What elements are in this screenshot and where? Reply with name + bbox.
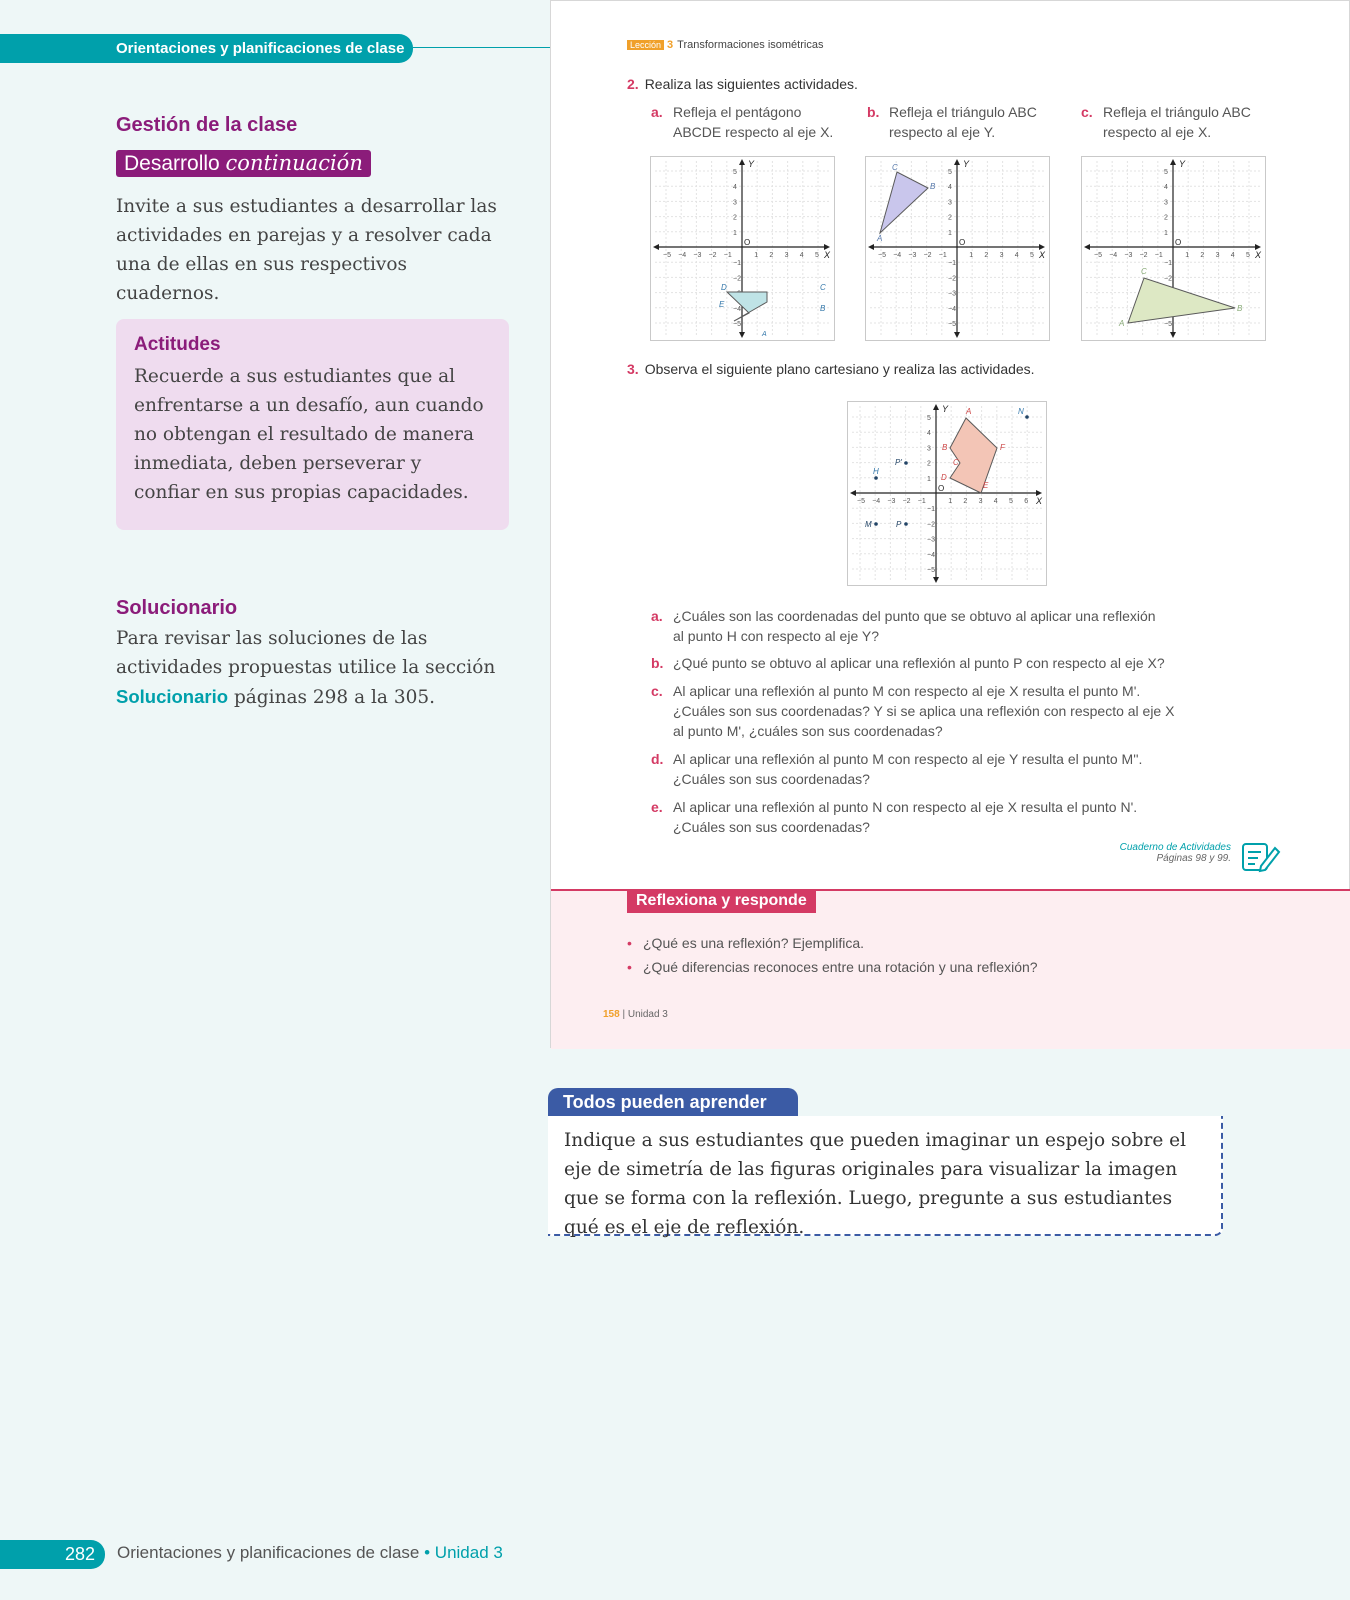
question-3a-letter: a. bbox=[651, 608, 663, 624]
reflexiona-item-1: • ¿Qué es una reflexión? Ejemplifica. bbox=[643, 935, 864, 951]
question-3b bbox=[651, 653, 1293, 673]
x-tick-label: −4 bbox=[872, 498, 881, 505]
hexagon-abcdef bbox=[950, 418, 997, 493]
point-label-d: D bbox=[721, 283, 727, 292]
solucionario-link[interactable]: Solucionario bbox=[116, 686, 229, 707]
x-tick-label: 1 bbox=[754, 252, 759, 259]
x-axis-label: X bbox=[1255, 250, 1262, 260]
x-tick-label: −2 bbox=[1139, 252, 1148, 259]
question-3-text: Observa el siguiente plano cartesiano y realiza las actividades. bbox=[644, 361, 1035, 377]
x-tick-label: 2 bbox=[769, 252, 774, 259]
graph-a-grid bbox=[653, 159, 831, 338]
point-label-p': P' bbox=[895, 458, 902, 467]
x-tick-label: 3 bbox=[1215, 252, 1220, 259]
question-2c-line1: Refleja el triángulo ABC bbox=[1103, 104, 1251, 120]
x-tick-label: −2 bbox=[708, 252, 717, 259]
point-label-b: B bbox=[930, 182, 936, 191]
actitudes-box bbox=[116, 319, 509, 530]
y-axis-arrow bbox=[954, 159, 960, 165]
y-tick-label: −1 bbox=[948, 260, 956, 268]
y-tick-label: −1 bbox=[1164, 260, 1172, 268]
x-tick-label: 6 bbox=[1024, 498, 1029, 505]
y-tick-label: 5 bbox=[927, 415, 931, 422]
triangle-abc-b bbox=[880, 172, 928, 233]
origin-label: O bbox=[959, 238, 966, 247]
x-tick-label: 4 bbox=[993, 498, 998, 505]
y-tick-label: 1 bbox=[948, 229, 952, 237]
y-tick-label: 3 bbox=[948, 199, 952, 207]
footer-text bbox=[117, 1543, 503, 1563]
actitudes-title: Actitudes bbox=[134, 334, 221, 355]
lesson-number: 3 bbox=[667, 39, 674, 51]
x-tick-label: −1 bbox=[938, 252, 947, 259]
x-tick-label: −1 bbox=[723, 252, 732, 259]
question-3a-line2: al punto H con respecto al eje Y? bbox=[673, 628, 879, 644]
x-tick-label: 1 bbox=[948, 498, 953, 505]
point-label-b: B bbox=[942, 443, 948, 452]
x-axis-arrow bbox=[653, 244, 659, 250]
point-pprime bbox=[904, 461, 908, 465]
y-tick-label: −2 bbox=[948, 275, 956, 283]
desarrollo-italic: continuación bbox=[225, 151, 363, 175]
graph-3-grid bbox=[850, 404, 1043, 583]
todos-text: Indique a sus estudiantes que pueden imaginar un espejo sobre el eje de simetría de las figuras originales para visualizar la imagen que se forma con la reflexión. Luego, pregunte a sus estudiantes qué es el eje de reflexión. bbox=[564, 1130, 1187, 1238]
todos-box bbox=[548, 1116, 1223, 1236]
x-axis-arrow bbox=[868, 244, 874, 250]
question-2b-line1: Refleja el triángulo ABC bbox=[889, 104, 1037, 120]
y-tick-label: −2 bbox=[927, 521, 935, 529]
y-tick-label: −4 bbox=[948, 305, 956, 313]
x-axis-label: X bbox=[824, 250, 831, 260]
x-tick-label: −5 bbox=[1094, 252, 1102, 259]
y-tick-label: −1 bbox=[733, 260, 741, 268]
y-tick-label: 4 bbox=[927, 430, 931, 438]
lesson-tag: Lección bbox=[627, 40, 664, 50]
question-2b bbox=[867, 102, 1079, 142]
question-3b-letter: b. bbox=[651, 655, 664, 671]
question-3b-line1: ¿Qué punto se obtuvo al aplicar una reflexión al punto P con respecto al eje X? bbox=[673, 655, 1165, 671]
header-title: Orientaciones y planificaciones de clase bbox=[116, 40, 405, 57]
question-2a bbox=[651, 102, 863, 142]
x-tick-label: −3 bbox=[1124, 252, 1133, 259]
y-tick-label: −5 bbox=[733, 321, 741, 328]
desarrollo-label: Desarrollo bbox=[124, 152, 220, 175]
point-p bbox=[904, 522, 908, 526]
footer-page-band bbox=[0, 1540, 105, 1569]
y-axis-label: Y bbox=[942, 404, 949, 414]
y-tick-label: −4 bbox=[733, 305, 741, 313]
x-axis-label: X bbox=[1036, 496, 1043, 506]
footer-separator: • bbox=[419, 1543, 435, 1562]
book-page-number: 158 bbox=[603, 1009, 620, 1020]
point-n bbox=[1025, 415, 1029, 419]
question-3c-line2: ¿Cuáles son sus coordenadas? Y si se aplica una reflexión con respecto al eje X bbox=[673, 703, 1175, 719]
y-tick-label: 5 bbox=[948, 169, 952, 176]
y-axis-label: Y bbox=[963, 159, 970, 169]
y-axis-arrow bbox=[739, 332, 745, 338]
x-tick-label: −1 bbox=[1154, 252, 1163, 259]
point-label-f: F bbox=[1000, 443, 1005, 452]
solucionario-title: Solucionario bbox=[116, 597, 238, 619]
question-3a-line1: ¿Cuáles son las coordenadas del punto que se obtuvo al aplicar una reflexión bbox=[673, 608, 1156, 624]
book-page-footer: 158 | Unidad 3 bbox=[603, 1009, 668, 1020]
y-tick-label: −3 bbox=[927, 536, 935, 544]
graph-b bbox=[865, 156, 1050, 341]
question-2c bbox=[1081, 102, 1293, 142]
book-page bbox=[550, 0, 1350, 1048]
x-tick-label: 3 bbox=[978, 498, 983, 505]
footer-title: Orientaciones y planificaciones de clase bbox=[117, 1543, 420, 1562]
point-label-a: A bbox=[966, 407, 972, 416]
actitudes-text: Recuerde a sus estudiantes que al enfrentarse a un desafío, aun cuando no obtengan el resultado de manera inmediata, deben perseverar y confiar en sus propias capacidades. bbox=[134, 366, 484, 503]
question-3d-letter: d. bbox=[651, 751, 664, 767]
question-3d-line1: Al aplicar una reflexión al punto M con respecto al eje Y resulta el punto M''. bbox=[673, 751, 1143, 767]
x-tick-label: 2 bbox=[1200, 252, 1205, 259]
footer-unit: Unidad 3 bbox=[434, 1543, 503, 1562]
question-3c bbox=[651, 681, 1293, 741]
cuaderno-pages: Páginas 98 y 99. bbox=[1156, 853, 1231, 864]
x-tick-label: 1 bbox=[1185, 252, 1190, 259]
point-label-d: D bbox=[941, 473, 947, 482]
x-tick-label: 3 bbox=[784, 252, 789, 259]
question-2a-line2: ABCDE respecto al eje X. bbox=[673, 124, 834, 140]
cuaderno-title: Cuaderno de Actividades bbox=[1119, 842, 1231, 853]
y-tick-label: −4 bbox=[927, 551, 935, 559]
question-2c-letter: c. bbox=[1081, 104, 1093, 120]
y-tick-label: 1 bbox=[1164, 229, 1168, 237]
x-tick-label: 4 bbox=[799, 252, 804, 259]
x-tick-label: −3 bbox=[908, 252, 917, 259]
todos-title: Todos pueden aprender bbox=[548, 1088, 798, 1118]
question-2-text: Realiza las siguientes actividades. bbox=[644, 76, 858, 92]
desarrollo-badge bbox=[116, 150, 371, 177]
point-h bbox=[874, 476, 878, 480]
point-label-c: C bbox=[953, 458, 959, 467]
point-label-a: A bbox=[1119, 319, 1125, 328]
point-m bbox=[874, 522, 878, 526]
y-axis-arrow bbox=[933, 404, 939, 410]
x-tick-label: −4 bbox=[1109, 252, 1118, 259]
point-label-c: C bbox=[892, 163, 898, 172]
footer-page-number: 282 bbox=[64, 1544, 95, 1564]
question-2b-line2: respecto al eje Y. bbox=[889, 124, 996, 140]
point-label-b: B bbox=[1237, 304, 1243, 313]
x-tick-label: −4 bbox=[678, 252, 687, 259]
y-tick-label: 3 bbox=[733, 199, 737, 207]
cuaderno-reference[interactable] bbox=[1101, 842, 1231, 864]
reflexiona-section bbox=[551, 889, 1350, 1049]
x-tick-label: 2 bbox=[984, 252, 989, 259]
question-3d-line2: ¿Cuáles son sus coordenadas? bbox=[673, 771, 870, 787]
x-axis-arrow bbox=[1084, 244, 1090, 250]
solucionario-pre: Para revisar las soluciones de las actividades propuestas utilice la sección bbox=[116, 628, 496, 678]
x-tick-label: 4 bbox=[1230, 252, 1235, 259]
notebook-pencil-icon bbox=[1241, 840, 1281, 874]
solucionario-text bbox=[116, 624, 511, 712]
solucionario-post: páginas 298 a la 305. bbox=[233, 687, 436, 708]
x-tick-label: −2 bbox=[923, 252, 932, 259]
lesson-header bbox=[627, 39, 823, 51]
x-axis-arrow bbox=[850, 490, 856, 496]
y-tick-label: −5 bbox=[1164, 321, 1172, 328]
y-tick-label: 2 bbox=[733, 214, 737, 222]
x-tick-label: 1 bbox=[969, 252, 974, 259]
label-a: A bbox=[762, 331, 767, 338]
point-label-c: C bbox=[1141, 267, 1147, 276]
y-axis-arrow bbox=[739, 159, 745, 165]
y-axis-label: Y bbox=[748, 159, 755, 169]
x-tick-label: 3 bbox=[999, 252, 1004, 259]
x-tick-label: 2 bbox=[963, 498, 968, 505]
point-label-b: B bbox=[820, 304, 826, 313]
x-tick-label: −5 bbox=[857, 498, 865, 505]
point-label-e: E bbox=[719, 300, 725, 309]
y-tick-label: 5 bbox=[733, 169, 737, 176]
question-3c-line3: al punto M', ¿cuáles son sus coordenadas? bbox=[673, 723, 943, 739]
gestion-title: Gestión de la clase bbox=[116, 114, 298, 136]
y-tick-label: 3 bbox=[1164, 199, 1168, 207]
triangle-abc-c bbox=[1128, 278, 1235, 323]
y-tick-label: 1 bbox=[733, 229, 737, 237]
point-label-a: A bbox=[877, 234, 883, 243]
x-tick-label: −5 bbox=[878, 252, 886, 259]
y-axis-arrow bbox=[933, 577, 939, 583]
y-tick-label: 1 bbox=[927, 475, 931, 483]
y-tick-label: 2 bbox=[1164, 214, 1168, 222]
y-tick-label: −2 bbox=[733, 275, 741, 283]
header-band bbox=[0, 34, 413, 63]
question-3e-line2: ¿Cuáles son sus coordenadas? bbox=[673, 819, 870, 835]
question-2a-letter: a. bbox=[651, 104, 663, 120]
x-tick-label: 4 bbox=[1014, 252, 1019, 259]
point-label-c: C bbox=[820, 283, 826, 292]
graph-3 bbox=[847, 401, 1047, 586]
x-tick-label: −3 bbox=[693, 252, 702, 259]
y-tick-label: 4 bbox=[948, 184, 952, 192]
question-2b-letter: b. bbox=[867, 104, 880, 120]
question-3-number: 3. bbox=[627, 361, 639, 377]
question-2a-line1: Refleja el pentágono bbox=[673, 104, 802, 120]
x-axis-label: X bbox=[1039, 250, 1046, 260]
origin-label: O bbox=[1175, 238, 1182, 247]
x-tick-label: −5 bbox=[663, 252, 671, 259]
y-axis-arrow bbox=[1170, 332, 1176, 338]
question-2c-line2: respecto al eje X. bbox=[1103, 124, 1212, 140]
question-3e-line1: Al aplicar una reflexión al punto N con respecto al eje X resulta el punto N'. bbox=[673, 799, 1138, 815]
x-tick-label: −4 bbox=[893, 252, 902, 259]
question-3d bbox=[651, 749, 1293, 789]
y-tick-label: 2 bbox=[948, 214, 952, 222]
x-tick-label: 5 bbox=[1009, 498, 1013, 505]
point-label-h: H bbox=[873, 467, 879, 476]
y-tick-label: 4 bbox=[1164, 184, 1168, 192]
question-3c-line1: Al aplicar una reflexión al punto M con respecto al eje X resulta el punto M'. bbox=[673, 683, 1141, 699]
question-3e bbox=[651, 797, 1293, 837]
point-label-n: N bbox=[1018, 407, 1024, 416]
x-tick-label: −1 bbox=[917, 498, 926, 505]
graph-a bbox=[650, 156, 835, 341]
question-2 bbox=[627, 76, 858, 92]
header-divider bbox=[413, 47, 551, 48]
y-axis-arrow bbox=[1170, 159, 1176, 165]
question-3a bbox=[651, 606, 1293, 646]
question-3c-letter: c. bbox=[651, 683, 663, 699]
origin-label: O bbox=[938, 484, 945, 493]
y-tick-label: 5 bbox=[1164, 169, 1168, 176]
question-3e-letter: e. bbox=[651, 799, 663, 815]
y-axis-label: Y bbox=[1179, 159, 1186, 169]
y-tick-label: −1 bbox=[927, 506, 935, 514]
point-label-m: M bbox=[865, 520, 872, 529]
point-label-p: P bbox=[896, 520, 902, 529]
x-tick-label: 5 bbox=[815, 252, 819, 259]
y-tick-label: −2 bbox=[1164, 275, 1172, 283]
x-tick-label: −2 bbox=[902, 498, 911, 505]
book-page-unit: Unidad 3 bbox=[627, 1009, 668, 1020]
y-tick-label: −5 bbox=[927, 567, 935, 574]
y-axis-arrow bbox=[954, 332, 960, 338]
y-tick-label: −3 bbox=[948, 290, 956, 298]
x-tick-label: 5 bbox=[1030, 252, 1034, 259]
reflexiona-title: Reflexiona y responde bbox=[627, 889, 816, 913]
y-tick-label: −5 bbox=[948, 321, 956, 328]
point-label-e: E bbox=[983, 481, 989, 490]
y-tick-label: 3 bbox=[927, 445, 931, 453]
reflexiona-item-2: • ¿Qué diferencias reconoces entre una rotación y una reflexión? bbox=[643, 959, 1038, 975]
desarrollo-text: Invite a sus estudiantes a desarrollar las actividades en parejas y a resolver cada una de ellas en sus respectivos cuadernos. bbox=[116, 196, 497, 304]
origin-label: O bbox=[744, 238, 751, 247]
x-tick-label: 5 bbox=[1246, 252, 1250, 259]
lesson-title: Transformaciones isométricas bbox=[677, 39, 824, 51]
y-tick-label: 4 bbox=[733, 184, 737, 192]
question-2-number: 2. bbox=[627, 76, 639, 92]
y-tick-label: 2 bbox=[927, 460, 931, 468]
x-tick-label: −3 bbox=[887, 498, 896, 505]
question-3 bbox=[627, 361, 1035, 377]
graph-c bbox=[1081, 156, 1266, 341]
